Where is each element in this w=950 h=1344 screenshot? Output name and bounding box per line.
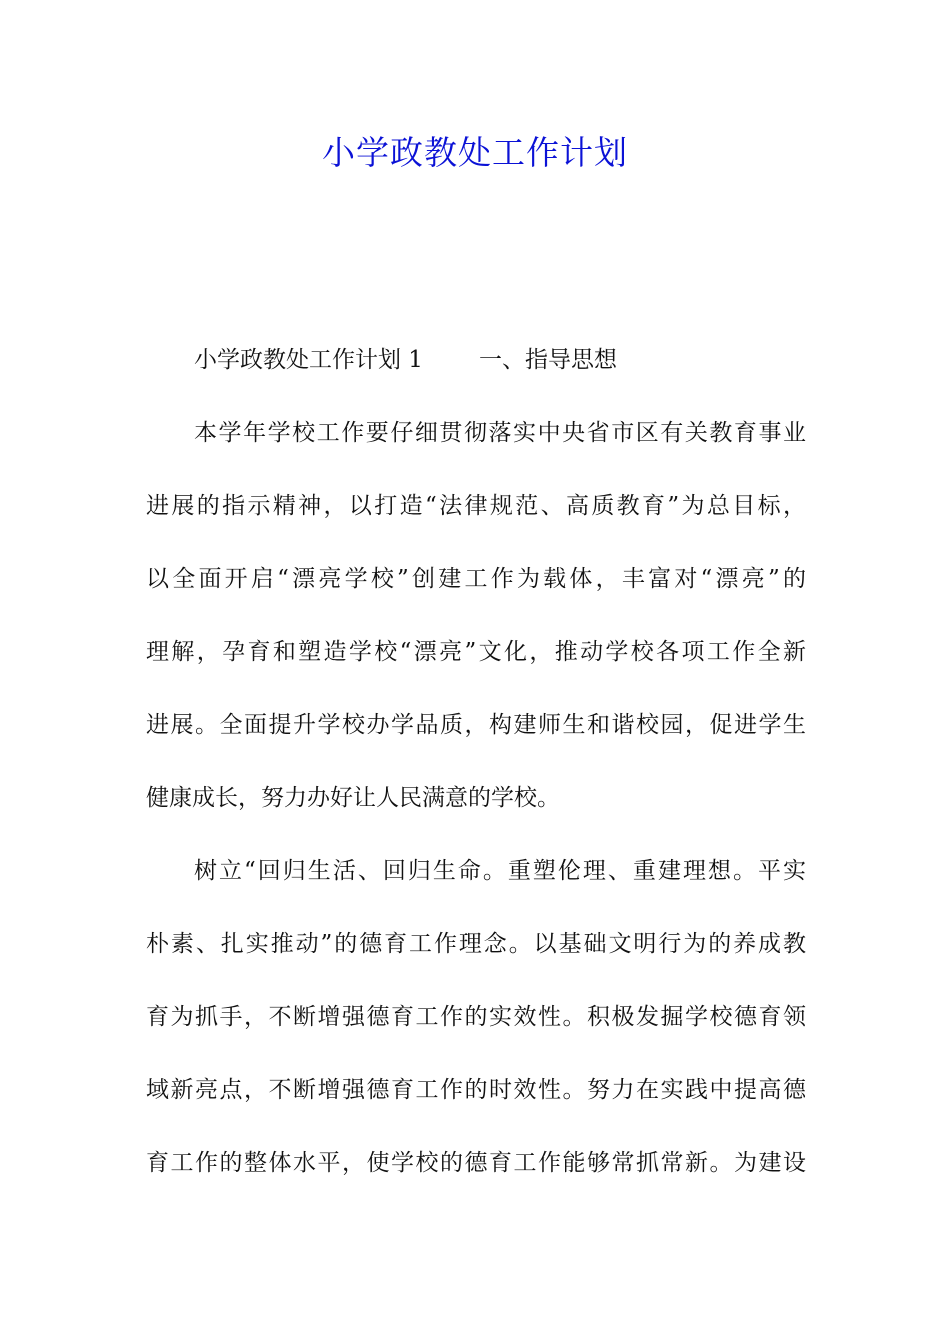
paragraph-line: 树立“回归生活、回归生命。重塑伦理、重建理想。平实 — [194, 858, 806, 884]
paragraph-line: 以全面开启“漂亮学校”创建工作为载体，丰富对“漂亮”的 — [146, 566, 806, 592]
paragraph-line: 理解，孕育和塑造学校“漂亮”文化，推动学校各项工作全新 — [146, 639, 806, 665]
paragraph-2 — [146, 847, 806, 1188]
paragraph-line: 进展的指示精神，以打造“法律规范、高质教育”为总目标， — [146, 493, 806, 519]
paragraph-line: 健康成长，努力办好让人民满意的学校。 — [146, 785, 560, 811]
paragraph-line: 朴素、扎实推动”的德育工作理念。以基础文明行为的养成教 — [146, 931, 806, 957]
paragraph-line: 进展。全面提升学校办学品质，构建师生和谐校园，促进学生 — [146, 712, 806, 738]
paragraph-line: 本学年学校工作要仔细贯彻落实中央省市区有关教育事业 — [194, 420, 806, 446]
paragraph-1 — [146, 409, 806, 823]
document-body — [146, 336, 806, 1212]
section-label: 小学政教处工作计划 1 — [194, 347, 423, 373]
document-title: 小学政教处工作计划 — [322, 133, 628, 172]
paragraph-line: 域新亮点，不断增强德育工作的时效性。努力在实践中提高德 — [146, 1077, 806, 1103]
paragraph-line: 育工作的整体水平，使学校的德育工作能够常抓常新。为建设 — [146, 1150, 806, 1176]
section-heading-line — [146, 336, 806, 385]
paragraph-line: 育为抓手，不断增强德育工作的实效性。积极发掘学校德育领 — [146, 1004, 806, 1030]
section-heading: 一、指导思想 — [478, 347, 617, 373]
